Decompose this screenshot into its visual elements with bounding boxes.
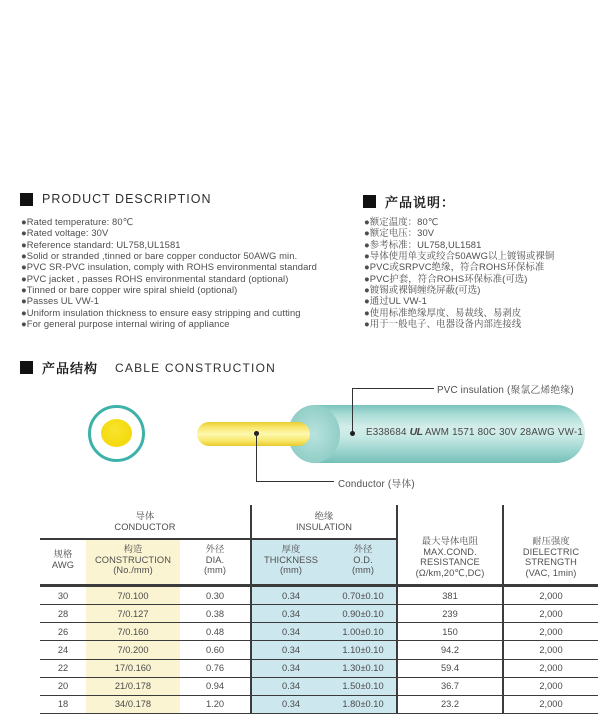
table-cell-awg: 28 (57, 608, 69, 619)
table-cell-thickness: 0.34 (281, 663, 301, 674)
col-thickness-en: THICKNESS (263, 554, 319, 565)
product-description-item: ●Reference standard: UL758,UL1581 (21, 238, 181, 250)
table-cell-awg: 26 (57, 626, 69, 637)
table-cell-od: 1.30±0.10 (342, 663, 384, 674)
product-notes-item: ●参考标准：UL758,UL1581 (364, 238, 482, 250)
table-cell-awg: 24 (57, 644, 69, 655)
col-thickness-zh: 厚度 (281, 544, 301, 554)
product-notes-item: ●额定温度：80℃ (364, 216, 439, 227)
table-group-header-rule (40, 538, 398, 540)
col-dia-zh: 外径 (205, 544, 225, 554)
table-cell-thickness: 0.34 (281, 590, 301, 601)
section-square-icon (20, 193, 33, 206)
pvc-pointer-line-horizontal (352, 388, 434, 389)
table-cell-resistance: 23.2 (440, 699, 460, 710)
table-cell-thickness: 0.34 (281, 644, 301, 655)
table-cell-dielectric: 2,000 (539, 699, 563, 710)
table-row (40, 623, 598, 641)
product-notes-title: 产品说明： (385, 195, 456, 210)
col-od-unit: (mm) (351, 565, 375, 576)
product-notes-item: ●镀锡或裸铜缠绕屏蔽(可选) (364, 284, 481, 296)
table-cell-dia: 1.20 (205, 699, 225, 710)
product-description-item: ●Rated voltage: 30V (21, 227, 109, 239)
table-cell-construction: 7/0.100 (117, 590, 149, 601)
col-header-awg (40, 549, 86, 570)
col-header-construction (86, 544, 180, 576)
table-row (40, 605, 598, 623)
conductor-pointer-line-vertical (256, 433, 257, 481)
col-dielectric-en2: STRENGTH (525, 557, 577, 568)
table-cell-dia: 0.30 (205, 590, 225, 601)
table-cell-od: 1.10±0.10 (342, 644, 384, 655)
product-notes-item: ●使用标准绝缘厚度、易裁线、易剥皮 (364, 306, 522, 318)
conductor-label: Conductor (导体) (338, 479, 415, 490)
cable-construction-title-en: CABLE CONSTRUCTION (115, 360, 276, 375)
table-cell-dielectric: 2,000 (539, 608, 563, 619)
col-awg-en: AWG (51, 559, 75, 570)
ul-recognized-icon: UL (409, 426, 423, 438)
col-dielectric-en1: DIELECTRIC (522, 546, 580, 557)
product-notes-header (363, 192, 455, 211)
col-od-zh: 外径 (353, 544, 373, 554)
group-insulation-en: INSULATION (295, 521, 353, 532)
table-row (40, 660, 598, 678)
cable-cert-number: E338684 (366, 427, 407, 438)
table-cell-construction: 7/0.160 (117, 626, 149, 637)
spec-table-body (40, 587, 598, 714)
col-construction-zh: 构造 (123, 544, 143, 554)
product-description-item: ●Uniform insulation thickness to ensure easy stripping and cutting (21, 306, 301, 318)
product-description-item: ●Rated temperature: 80℃ (21, 216, 134, 227)
product-description-item: ●For general purpose internal wiring of appliance (21, 318, 230, 330)
product-notes-item: ●通过UL VW-1 (364, 295, 427, 307)
table-cell-dielectric: 2,000 (539, 626, 563, 637)
table-cell-dielectric: 2,000 (539, 644, 563, 655)
product-description-item: ●Passes UL VW-1 (21, 295, 100, 307)
col-dia-en: DIA. (205, 554, 225, 565)
col-header-resistance (398, 536, 502, 578)
table-cell-resistance: 36.7 (440, 681, 460, 692)
pvc-insulation-label: PVC insulation (聚氯乙烯绝缘) (437, 385, 574, 396)
col-resistance-en1: MAX.COND. (423, 546, 477, 557)
table-cell-thickness: 0.34 (281, 699, 301, 710)
table-cell-resistance: 239 (442, 608, 458, 619)
table-row (40, 696, 598, 714)
table-cell-dia: 0.48 (205, 626, 225, 637)
pvc-pointer-dot (350, 431, 355, 436)
table-cell-thickness: 0.34 (281, 681, 301, 692)
table-cell-od: 1.50±0.10 (342, 681, 384, 692)
table-cell-thickness: 0.34 (281, 608, 301, 619)
table-cell-awg: 30 (57, 590, 69, 601)
table-cell-dielectric: 2,000 (539, 681, 563, 692)
col-construction-en: CONSTRUCTION (94, 554, 172, 565)
table-cell-od: 0.70±0.10 (342, 590, 384, 601)
table-cell-resistance: 381 (442, 590, 458, 601)
table-cell-dielectric: 2,000 (539, 663, 563, 674)
table-cell-od: 0.90±0.10 (342, 608, 384, 619)
product-description-item: ●PVC jacket , passes ROHS environmental standard (optional) (21, 272, 289, 284)
col-header-od (330, 544, 396, 576)
table-cell-awg: 18 (57, 699, 69, 710)
product-notes-item: ●导体使用单支或绞合50AWG以上镀锡或裸铜 (364, 250, 555, 262)
col-thickness-unit: (mm) (279, 565, 303, 576)
col-od-en: O.D. (353, 554, 373, 565)
product-description-title: PRODUCT DESCRIPTION (42, 192, 212, 206)
product-description-list (21, 216, 317, 329)
table-cell-dia: 0.76 (205, 663, 225, 674)
group-conductor-en: CONDUCTOR (114, 521, 176, 532)
col-header-thickness (252, 544, 330, 576)
table-cell-construction: 17/0.160 (114, 663, 152, 674)
table-row (40, 678, 598, 696)
table-cell-construction: 21/0.178 (114, 681, 152, 692)
table-cell-resistance: 59.4 (440, 663, 460, 674)
col-resistance-zh: 最大导体电阻 (421, 536, 479, 546)
group-insulation-zh: 绝缘 (314, 511, 334, 521)
table-cell-construction: 34/0.178 (114, 699, 152, 710)
product-notes-item: ●PVC或SRPVC绝缘，符合ROHS环保标准 (364, 261, 545, 273)
col-resistance-en2: RESISTANCE (420, 557, 480, 568)
table-cell-dia: 0.94 (205, 681, 225, 692)
table-cell-dia: 0.38 (205, 608, 225, 619)
cable-marking-text (366, 426, 583, 438)
col-awg-zh: 规格 (53, 549, 73, 559)
group-header-conductor (40, 511, 250, 532)
table-cell-od: 1.80±0.10 (342, 699, 384, 710)
product-notes-item: ●用于一般电子、电器设备内部连接线 (364, 318, 522, 330)
product-description-header (20, 192, 211, 206)
table-cell-construction: 7/0.200 (117, 644, 149, 655)
table-cell-dielectric: 2,000 (539, 590, 563, 601)
table-row (40, 587, 598, 605)
col-header-dielectric (504, 536, 598, 578)
product-notes-item: ●额定电压：30V (364, 227, 435, 239)
product-notes-list (364, 216, 554, 329)
cross-section-conductor-core (101, 419, 132, 447)
group-header-insulation (252, 511, 396, 532)
product-description-item: ●Solid or stranded ,tinned or bare copper conductor 50AWG min. (21, 250, 298, 262)
group-conductor-zh: 导体 (135, 511, 155, 521)
conductor-pointer-line-horizontal (256, 481, 334, 482)
product-notes-item: ●PVC护套，符合ROHS环保标准(可选) (364, 272, 528, 284)
table-cell-od: 1.00±0.10 (342, 626, 384, 637)
col-resistance-unit: (Ω/km,20℃,DC) (415, 567, 485, 578)
cable-construction-title-zh: 产品结构 (42, 361, 99, 376)
cable-construction-header (20, 358, 276, 377)
col-construction-unit: (No./mm) (113, 565, 153, 576)
section-square-icon (20, 361, 33, 374)
pvc-pointer-line-vertical (352, 388, 353, 433)
product-description-item: ●PVC SR-PVC insulation, comply with ROHS environmental standard (21, 261, 317, 273)
spec-table (40, 505, 598, 714)
table-cell-resistance: 94.2 (440, 644, 460, 655)
product-description-item: ●Tinned or bare copper wire spiral shield (optional) (21, 284, 238, 296)
table-cell-resistance: 150 (442, 626, 458, 637)
table-row (40, 641, 598, 659)
table-cell-thickness: 0.34 (281, 626, 301, 637)
cable-marking-spec: AWM 1571 80C 30V 28AWG VW-1 (424, 427, 584, 438)
col-dia-unit: (mm) (203, 565, 227, 576)
col-dielectric-unit: (VAC, 1min) (525, 567, 577, 578)
table-cell-construction: 7/0.127 (117, 608, 149, 619)
table-cell-awg: 22 (57, 663, 69, 674)
table-cell-awg: 20 (57, 681, 69, 692)
col-header-dia (180, 544, 250, 576)
table-cell-dia: 0.60 (205, 644, 225, 655)
section-square-icon (363, 195, 376, 208)
col-dielectric-zh: 耐压强度 (532, 536, 570, 546)
